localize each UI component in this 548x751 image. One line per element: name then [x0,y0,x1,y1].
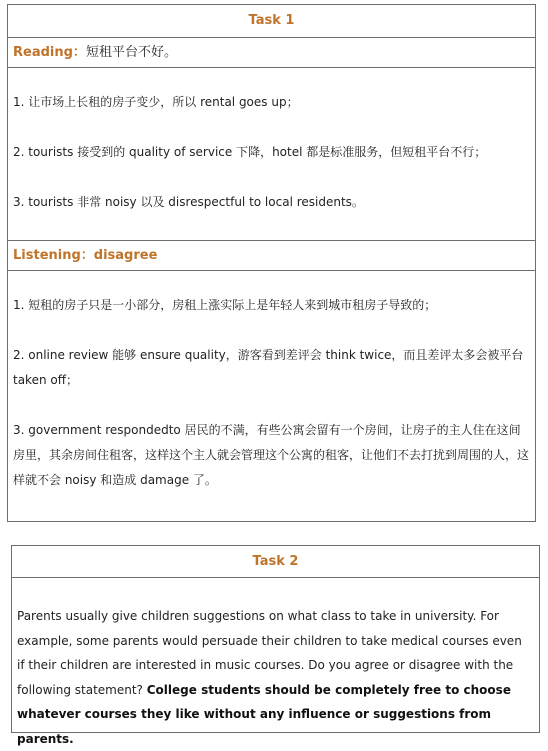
task2-table [11,545,540,746]
listening-points-cell [8,271,535,521]
task2-body-cell [12,578,539,746]
listening-point-2: 2. online review 能够 ensure quality，游客看到差评会 think twice，而且差评太多会被平台 taken off； [13,348,524,387]
reading-point-1: 1. 让市场上长租的房子变少，所以 rental goes up； [13,95,299,109]
task1-table [7,4,536,522]
listening-point-3: 3. government respondedto 居民的不满，有些公寓会留有一个房间，让房子的主人住在这间房里，其余房间住租客，这样这个主人就会管理这个公寓的租客，让他们不去打扰到周围的人，这样就不会 noisy 和造成 damage 了。 [13,423,530,487]
reading-label: Reading： [13,45,86,60]
task1-title: Task 1 [248,13,295,28]
reading-point-2: 2. tourists 接受到的 quality of service 下降，hotel 都是标准服务，但短租平台不行； [13,145,487,159]
task2-prompt-text: Parents usually give children suggestions on what class to take in university. For example, some parents would persuade their children to take medical courses even if their children are interested in music courses. Do you agree or disagree with the following statement? [17,609,522,697]
listening-value: disagree [93,248,158,263]
task2-title: Task 2 [252,554,299,569]
reading-label-cell [8,38,535,68]
task1-title-cell [8,5,535,38]
task2-prompt [17,604,533,751]
listening-point-1: 1. 短租的房子只是一小部分，房租上涨实际上是年轻人来到城市租房子导致的； [13,298,437,312]
reading-point-3: 3. tourists 非常 noisy 以及 disrespectful to local residents。 [13,195,364,209]
task2-title-cell [12,546,539,578]
task2-statement: College students should be completely free to choose whatever courses they like without any influence or suggestions from parents. [17,682,511,746]
reading-points-cell [8,68,535,241]
reading-value: 短租平台不好。 [85,45,177,60]
listening-label-cell [8,241,535,271]
listening-label: Listening： [13,248,94,263]
